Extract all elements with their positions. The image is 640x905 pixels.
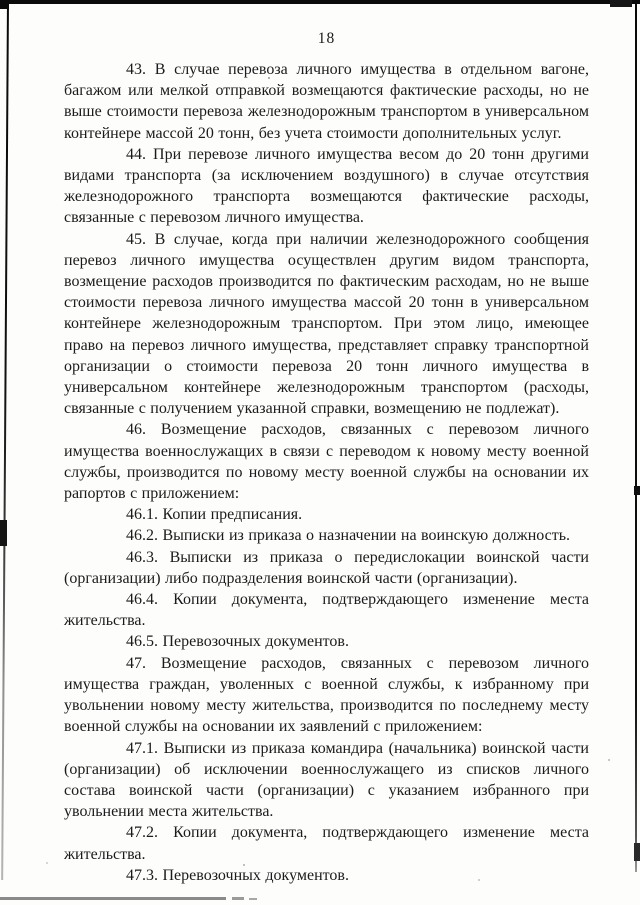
paragraph-45: 45. В случае, когда при наличии железнодорожного сообщения перевоз личного имущества осуществлен другим видом транспорта, возмещение расходов производится по фактическим расходам, но не выше стоимости перевоза личного имущества массой 20 тонн в универсальном контейнере железнодорожным транспортом. При этом лицо, имеющее право на перевоз личного имущества, представляет справку транспортной организации о стоимости перевоза 20 тонн личного имущества в универсальном контейнере железнодорожным транспортом (расходы, связанные с получением указанной справки, возмещению не подлежат). bbox=[64, 230, 589, 418]
paragraph-46-3: 46.3. Выписки из приказа о передислокации воинской части (организации) либо подразделения воинской части (организации). bbox=[64, 548, 589, 587]
paragraph-47: 47. Возмещение расходов, связанных с перевозом личного имущества граждан, уволенных с военной службы, к избранному при увольнении новому месту жительства, производится по последнему месту военной службы на основании их заявлений с приложением: bbox=[64, 654, 589, 736]
scan-border-top bbox=[0, 0, 640, 4]
paragraph-46-1: 46.1. Копии предписания. bbox=[126, 506, 303, 524]
paragraph-46-2: 46.2. Выписки из приказа о назначении на воинскую должность. bbox=[126, 527, 571, 545]
paragraph-46-4: 46.4. Копии документа, подтверждающего изменение места жительства. bbox=[64, 591, 589, 630]
scan-artifact-left-notch bbox=[0, 520, 7, 546]
paragraph-43: 43. В случае перевоза личного имущества в отдельном вагоне, багажом или мелкой отправкой возмещаются фактические расходы, но не выше стоимости перевоза железнодорожным транспортом в универсальном контейнере массой 20 тонн, без учета стоимости дополнительных услуг. bbox=[64, 61, 589, 142]
paragraph-46-5: 46.5. Перевозочных документов. bbox=[126, 633, 349, 651]
scan-speck bbox=[46, 862, 48, 864]
page-content bbox=[64, 30, 589, 886]
paragraph-46: 46. Возмещение расходов, связанных с перевозом личного имущества военнослужащих в связи с переводом к новому месту военной службы, производится по новому месту военной службы на основании их рапортов с приложением: bbox=[64, 421, 589, 503]
scan-artifact-right-notch bbox=[610, 0, 632, 7]
scan-speck bbox=[608, 759, 610, 761]
scan-artifact-dash bbox=[249, 898, 257, 900]
paragraph-47-2: 47.2. Копии документа, подтверждающего изменение места жительства. bbox=[64, 824, 589, 863]
scan-border-left bbox=[1, 0, 9, 880]
scan-border-bottom bbox=[0, 897, 226, 900]
page-number: 18 bbox=[317, 30, 336, 47]
paragraph-47-1: 47.1. Выписки из приказа командира (начальника) воинской части (организации) об исключении военнослужащего из списков личного состава воинской части (организации) с указанием избранного при увольнении места жительства. bbox=[64, 739, 589, 821]
scan-border-right bbox=[635, 0, 637, 872]
scan-artifact-right-notch bbox=[634, 843, 640, 861]
paragraph-44: 44. При перевозе личного имущества весом до 20 тонн другими видами транспорта (за исключением воздушного) в случае отсутствия железнодорожного транспорта возмещаются фактические расходы, связанные с перевозом личного имущества. bbox=[64, 145, 589, 227]
paragraph-47-3: 47.3. Перевозочных документов. bbox=[126, 866, 349, 884]
scan-artifact-dash bbox=[232, 897, 244, 900]
scan-artifact-right-notch bbox=[634, 486, 640, 495]
